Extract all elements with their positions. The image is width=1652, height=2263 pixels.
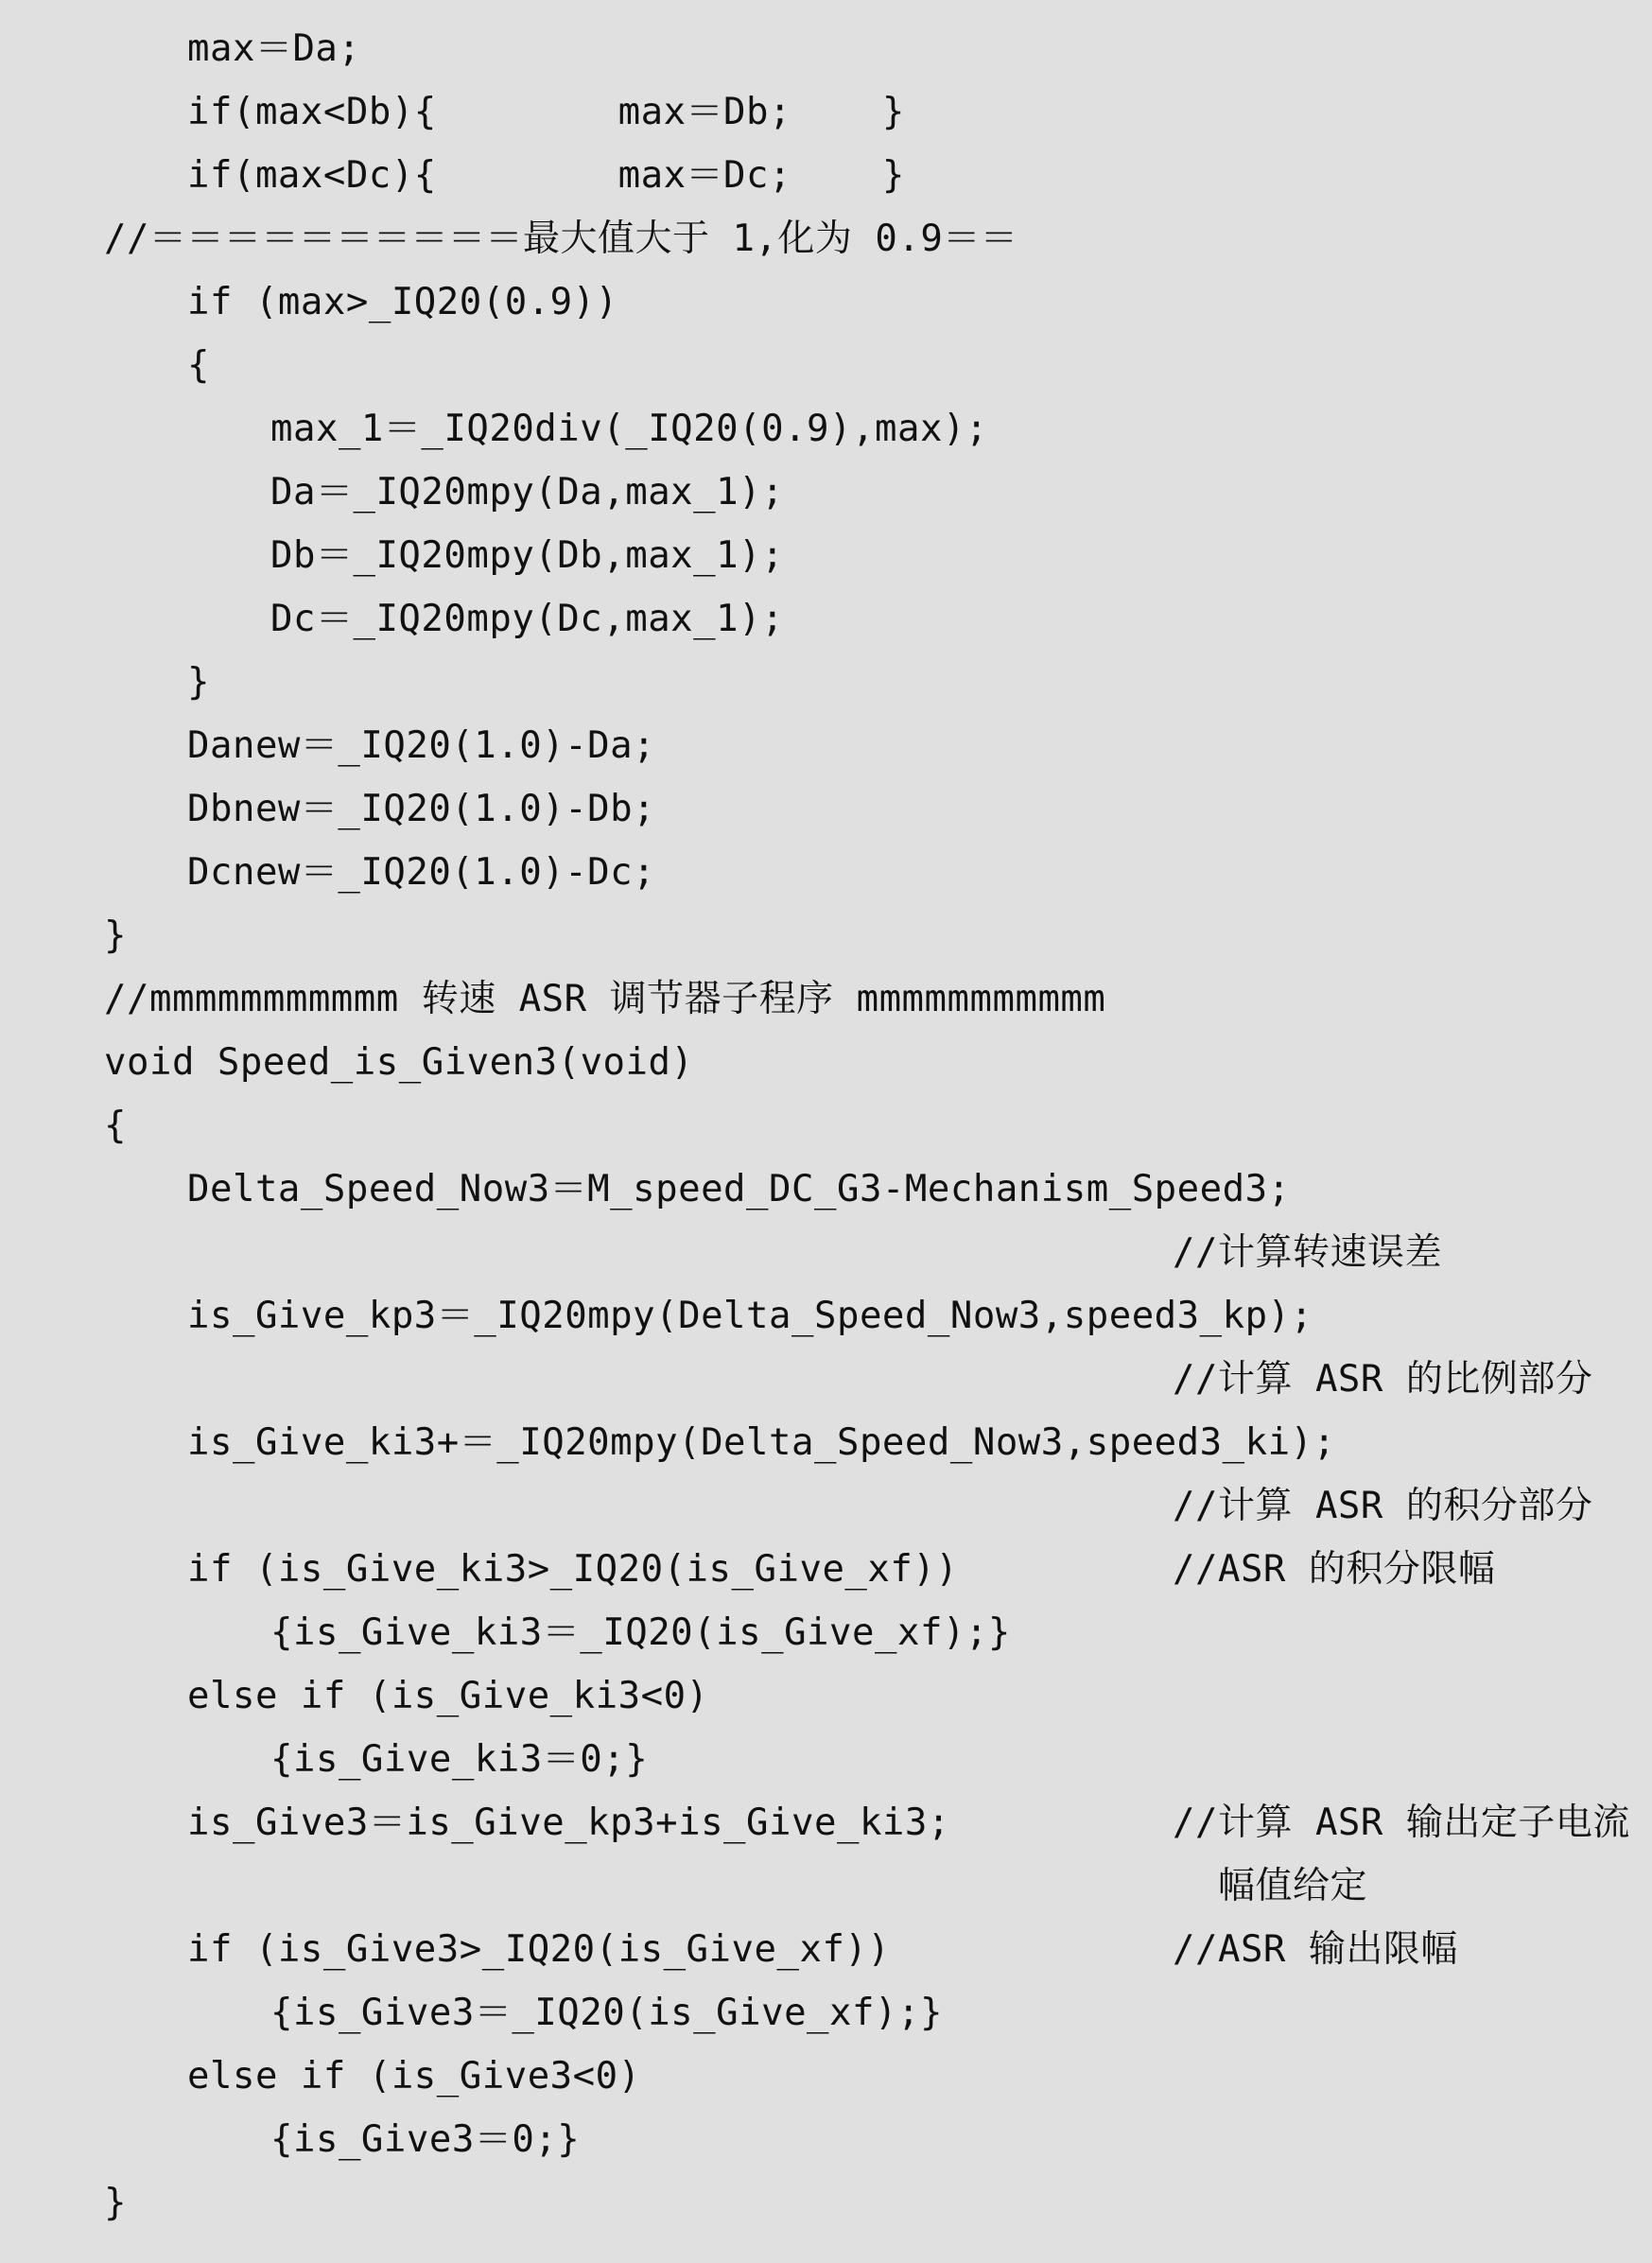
code-line: Delta_Speed_Now3＝M_speed_DC_G3-Mechanism_Speed3; — [187, 1168, 1291, 1210]
code-comment: //计算转速误差 — [1173, 1231, 1442, 1274]
code-comment: //计算 ASR 的积分部分 — [1173, 1485, 1593, 1527]
code-line: is_Give_kp3＝_IQ20mpy(Delta_Speed_Now3,speed3_kp); — [187, 1295, 1313, 1337]
code-line: {is_Give3＝0;} — [270, 2118, 581, 2161]
code-line: { — [187, 344, 210, 387]
code-line: max＝Da; — [187, 27, 361, 70]
code-line: is_Give3＝is_Give_kp3+is_Give_ki3; — [187, 1802, 950, 1844]
code-comment: //计算 ASR 的比例部分 — [1173, 1358, 1593, 1401]
code-line: } — [104, 914, 127, 957]
code-line: void Speed_is_Given3(void) — [104, 1041, 694, 1084]
code-line: if(max<Dc){ max＝Dc; } — [187, 154, 905, 197]
code-line: //＝＝＝＝＝＝＝＝＝＝最大值大于 1,化为 0.9＝＝ — [104, 218, 1018, 260]
code-comment: 幅值给定 — [1173, 1865, 1367, 1907]
code-line: else if (is_Give3<0) — [187, 2055, 641, 2098]
code-line: //mmmmmmmmmmm 转速 ASR 调节器子程序 mmmmmmmmmmm — [104, 978, 1106, 1020]
code-line: } — [104, 2182, 127, 2224]
code-line: if (max>_IQ20(0.9)) — [187, 281, 618, 323]
code-line: Danew＝_IQ20(1.0)-Da; — [187, 724, 656, 767]
code-line: if (is_Give_ki3>_IQ20(is_Give_xf)) — [187, 1548, 959, 1591]
code-comment: //计算 ASR 输出定子电流 — [1173, 1802, 1630, 1844]
code-line: {is_Give_ki3＝0;} — [270, 1738, 649, 1781]
code-line: Dcnew＝_IQ20(1.0)-Dc; — [187, 851, 656, 894]
code-line: else if (is_Give_ki3<0) — [187, 1675, 709, 1717]
code-comment: //ASR 的积分限幅 — [1173, 1548, 1496, 1591]
code-line: Dbnew＝_IQ20(1.0)-Db; — [187, 788, 656, 830]
code-line: if (is_Give3>_IQ20(is_Give_xf)) — [187, 1928, 891, 1971]
code-line: } — [187, 661, 210, 704]
code-line: if(max<Db){ max＝Db; } — [187, 91, 905, 133]
code-comment: //ASR 输出限幅 — [1173, 1928, 1458, 1971]
code-line: {is_Give_ki3＝_IQ20(is_Give_xf);} — [270, 1611, 1011, 1654]
code-line: Da＝_IQ20mpy(Da,max_1); — [270, 471, 785, 514]
code-line: { — [104, 1105, 127, 1147]
code-line: is_Give_ki3+＝_IQ20mpy(Delta_Speed_Now3,speed3_ki); — [187, 1421, 1336, 1464]
code-line: {is_Give3＝_IQ20(is_Give_xf);} — [270, 1992, 943, 2034]
code-line: Dc＝_IQ20mpy(Dc,max_1); — [270, 598, 785, 640]
code-line: max_1＝_IQ20div(_IQ20(0.9),max); — [270, 408, 988, 450]
code-line: Db＝_IQ20mpy(Db,max_1); — [270, 534, 785, 577]
